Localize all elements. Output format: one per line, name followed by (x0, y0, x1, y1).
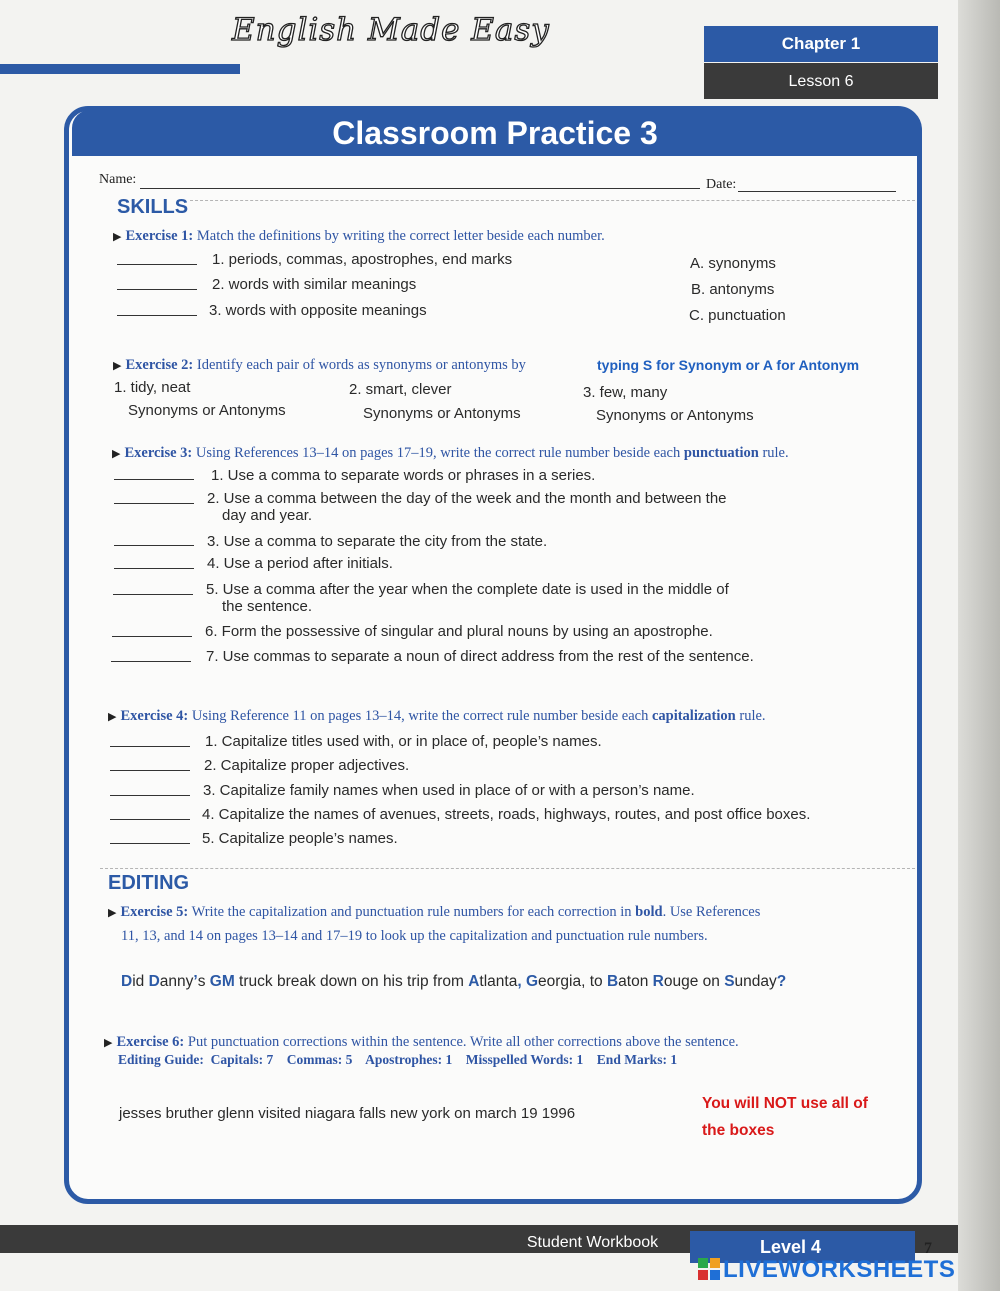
correction-mark: D (121, 973, 133, 990)
ex3-item: 2. Use a comma between the day of the week and the month and between the (207, 490, 727, 507)
answer-input[interactable] (114, 568, 194, 569)
page-edge (958, 0, 1000, 1291)
ex4-item: 1. Capitalize titles used with, or in place of, people’s names. (205, 733, 602, 750)
ex5-sentence (121, 973, 786, 991)
lesson-label: Lesson 6 (704, 63, 938, 99)
skills-heading: SKILLS (117, 196, 189, 218)
ex4-item: 5. Capitalize people’s names. (202, 830, 398, 847)
sentence-text: eorgia, to (538, 973, 607, 990)
ex3-item: 4. Use a period after initials. (207, 555, 393, 572)
sentence-text: anny (159, 973, 194, 990)
ex4-item: 3. Capitalize family names when used in place of or with a person’s name. (203, 782, 695, 799)
ex6-sentence: jesses bruther glenn visited niagara falls new york on march 19 1996 (119, 1105, 576, 1122)
ex1-item: 3. words with opposite meanings (209, 302, 427, 319)
student-workbook-label: Student Workbook (526, 1234, 659, 1251)
ex2-choice[interactable]: Synonyms or Antonyms (596, 407, 754, 424)
date-input[interactable] (738, 191, 896, 192)
sentence-text: ouge on (663, 973, 725, 990)
answer-input[interactable] (111, 661, 191, 662)
sentence-text: s (197, 973, 210, 990)
date-label: Date: (706, 177, 737, 192)
ex3-item: 1. Use a comma to separate words or phrases in a series. (211, 467, 596, 484)
name-input[interactable] (140, 188, 700, 189)
exercise-5-instruction: ▶ Exercise 5: Write the capitalization and punctuation rule numbers for each correction in bold. Use References (108, 904, 761, 920)
correction-mark: ’ (193, 973, 198, 990)
ex3-item: 6. Form the possessive of singular and plural nouns by using an apostrophe. (205, 623, 713, 640)
ex1-option: A. synonyms (690, 255, 776, 272)
section-divider (190, 200, 915, 201)
answer-input[interactable] (110, 819, 190, 820)
exercise-1-instruction: ▶ Exercise 1: Match the definitions by writing the correct letter beside each number. (113, 228, 605, 244)
red-note-line1: You will NOT use all of (702, 1095, 868, 1112)
correction-mark: , (517, 973, 522, 990)
correction-mark: S (724, 973, 735, 990)
ex3-item: 7. Use commas to separate a noun of direct address from the rest of the sentence. (206, 648, 754, 665)
ex2-pair: 2. smart, clever (349, 381, 452, 398)
sentence-text: id (132, 973, 149, 990)
arrow-icon: ▶ (112, 448, 121, 460)
answer-input[interactable] (110, 843, 190, 844)
logo: English Made Easy (232, 12, 550, 48)
correction-mark: R (652, 973, 664, 990)
ex1-item: 2. words with similar meanings (212, 276, 417, 293)
exercise-4-instruction: ▶ Exercise 4: Using Reference 11 on pages 13–14, write the correct rule number beside each capitalization rule. (108, 708, 766, 724)
ex2-choice[interactable]: Synonyms or Antonyms (128, 402, 286, 419)
ex2-choice[interactable]: Synonyms or Antonyms (363, 405, 521, 422)
page-title: Classroom Practice 3 (72, 110, 918, 156)
correction-mark: A (468, 973, 480, 990)
answer-input[interactable] (117, 315, 197, 316)
ex3-item-continued: the sentence. (222, 598, 313, 615)
sentence-text: aton (618, 973, 653, 990)
page-number: 7 (924, 1240, 932, 1257)
ex2-pair: 1. tidy, neat (114, 379, 191, 396)
ex3-item: 5. Use a comma after the year when the complete date is used in the middle of (206, 581, 729, 598)
answer-input[interactable] (117, 264, 197, 265)
answer-input[interactable] (117, 289, 197, 290)
typing-note: typing S for Synonym or A for Antonym (597, 357, 860, 373)
answer-input[interactable] (114, 503, 194, 504)
answer-input[interactable] (110, 795, 190, 796)
header-stripe (0, 64, 240, 74)
arrow-icon: ▶ (113, 360, 122, 372)
level-label: Level 4 (690, 1231, 915, 1263)
arrow-icon: ▶ (113, 231, 122, 243)
ex1-item: 1. periods, commas, apostrophes, end marks (212, 251, 513, 268)
liveworksheets-icon (698, 1258, 720, 1280)
ex1-option: B. antonyms (691, 281, 775, 298)
answer-input[interactable] (110, 770, 190, 771)
ex3-item: 3. Use a comma to separate the city from the state. (207, 533, 548, 550)
sentence-text: truck break down on his trip from (234, 973, 469, 990)
arrow-icon: ▶ (108, 711, 117, 723)
editing-guide: Editing Guide: Capitals: 7 Commas: 5 Apostrophes: 1 Misspelled Words: 1 End Marks: 1 (118, 1052, 678, 1067)
ex2-pair: 3. few, many (583, 384, 668, 401)
answer-input[interactable] (114, 479, 194, 480)
exercise-3-instruction: ▶ Exercise 3: Using References 13–14 on pages 17–19, write the correct rule number beside each punctuation rule. (112, 445, 789, 461)
correction-mark: GM (209, 973, 235, 990)
correction-mark: G (525, 973, 539, 990)
name-label: Name: (99, 172, 137, 187)
exercise-2-instruction: ▶ Exercise 2: Identify each pair of words as synonyms or antonyms by (113, 357, 526, 373)
ex3-item-continued: day and year. (222, 507, 313, 524)
exercise-5-instruction-line2: 11, 13, and 14 on pages 13–14 and 17–19 to look up the capitalization and punctuation rule numbers. (121, 928, 708, 944)
answer-input[interactable] (110, 746, 190, 747)
exercise-6-instruction: ▶ Exercise 6: Put punctuation corrections within the sentence. Write all other corrections above the sentence. (104, 1034, 739, 1050)
section-divider (100, 868, 915, 869)
red-note-line2: the boxes (702, 1122, 775, 1139)
ex1-option: C. punctuation (689, 307, 786, 324)
sentence-text: unday (734, 973, 777, 990)
arrow-icon: ▶ (108, 907, 117, 919)
arrow-icon: ▶ (104, 1037, 113, 1049)
editing-heading: EDITING (108, 872, 190, 894)
correction-mark: B (606, 973, 619, 990)
correction-mark: ? (776, 973, 787, 990)
answer-input[interactable] (113, 594, 193, 595)
ex4-item: 2. Capitalize proper adjectives. (204, 757, 410, 774)
answer-input[interactable] (112, 636, 192, 637)
ex4-item: 4. Capitalize the names of avenues, streets, roads, highways, routes, and post office boxes. (202, 806, 811, 823)
liveworksheets-logo: LIVEWORKSHEETS (698, 1256, 955, 1284)
correction-mark: D (148, 973, 160, 990)
chapter-label: Chapter 1 (704, 26, 938, 62)
answer-input[interactable] (114, 545, 194, 546)
sentence-text: tlanta (479, 973, 518, 990)
